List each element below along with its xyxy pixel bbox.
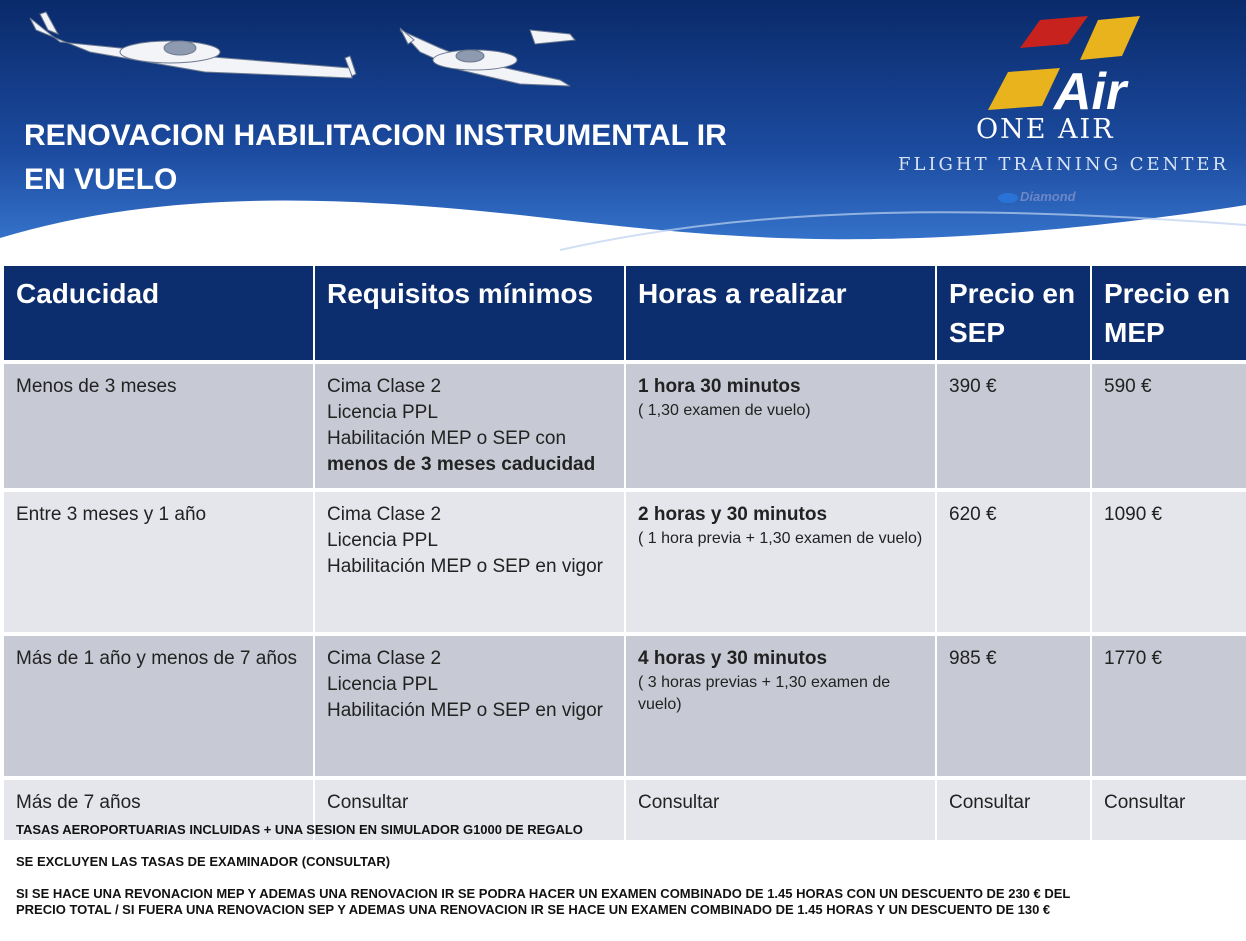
table-row [4,634,1246,778]
cell-precio-mep: 1770 € [1091,634,1246,778]
cell-caducidad: Más de 1 año y menos de 7 años [4,634,314,778]
header-requisitos: Requisitos mínimos [314,266,625,362]
horas-total: 4 horas y 30 minutos [638,648,828,669]
cell-precio-mep: Consultar [1091,778,1246,840]
horas-detalle: ( 3 horas previas + 1,30 examen de vuelo) [638,674,891,713]
header-horas: Horas a realizar [625,266,936,362]
cell-requisitos [314,634,625,778]
cell-caducidad: Entre 3 meses y 1 año [4,490,314,634]
header-caducidad: Caducidad [4,266,314,362]
title-line-1: RENOVACION HABILITACION INSTRUMENTAL IR [24,119,727,152]
cell-requisitos: Consultar [314,778,625,840]
req-line: Cima Clase 2 [327,376,442,397]
req-line: Cima Clase 2 [327,648,442,669]
req-line: Licencia PPL [327,674,438,695]
cell-precio-sep: 390 € [936,362,1091,490]
partner-logo-text: Diamond [1020,189,1076,204]
cell-caducidad: Más de 7 años [4,778,314,840]
brand-name: ONE AIR [976,114,1115,145]
brand-subtitle: FLIGHT TRAINING CENTER [898,154,1230,175]
req-line: Habilitación MEP o SEP con [327,428,567,449]
header-precio-mep: Precio en MEP [1091,266,1246,362]
brand-air-wordmark: Air [1054,63,1127,121]
horas-total: 1 hora 30 minutos [638,376,801,397]
diamond-logo-icon [998,193,1018,203]
table-row [4,490,1246,634]
horas-detalle: ( 1,30 examen de vuelo) [638,402,811,419]
cell-precio-sep: Consultar [936,778,1091,840]
title-line-2: EN VUELO [24,163,178,196]
cell-precio-sep: 985 € [936,634,1091,778]
cell-requisitos [314,490,625,634]
cell-requisitos [314,362,625,490]
cell-horas [625,634,936,778]
note-tasas-excluidas: SE EXCLUYEN LAS TASAS DE EXAMINADOR (CONSULTAR) [16,854,391,869]
req-line: Licencia PPL [327,530,438,551]
horas-total: 2 horas y 30 minutos [638,504,828,525]
note-examen-combinado: SI SE HACE UNA REVONACION MEP Y ADEMAS UNA RENOVACION IR SE PODRA HACER UN EXAMEN COMBINADO DE 1.45 HORAS CON UN DESCUENTO DE 230 € DEL PRECIO TOTAL / SI FUERA UNA RENOVACION SEP Y ADEMAS UNA RENOVACION IR SE HACE UN EXAMEN COMBINADO DE 1.45 HORAS Y UN DESCUENTO DE 130 € [16,886,1071,917]
cell-horas [625,362,936,490]
cell-horas: Consultar [625,778,936,840]
req-line: Habilitación MEP o SEP en vigor [327,700,604,721]
cell-caducidad: Menos de 3 meses [4,362,314,490]
note-tasas-incluidas: TASAS AEROPORTUARIAS INCLUIDAS + UNA SESION EN SIMULADOR G1000 DE REGALO [16,822,583,837]
cell-precio-mep: 590 € [1091,362,1246,490]
header-precio-sep: Precio en SEP [936,266,1091,362]
req-line: Cima Clase 2 [327,504,442,525]
cell-precio-sep: 620 € [936,490,1091,634]
req-line: Licencia PPL [327,402,438,423]
cell-horas [625,490,936,634]
req-line-bold: menos de 3 meses caducidad [327,454,596,475]
req-line: Habilitación MEP o SEP en vigor [327,556,604,577]
table-header-row [4,266,1246,362]
cell-precio-mep: 1090 € [1091,490,1246,634]
page-title [24,114,727,202]
horas-detalle: ( 1 hora previa + 1,30 examen de vuelo) [638,530,923,547]
pricing-table [4,266,1246,840]
table-row [4,362,1246,490]
